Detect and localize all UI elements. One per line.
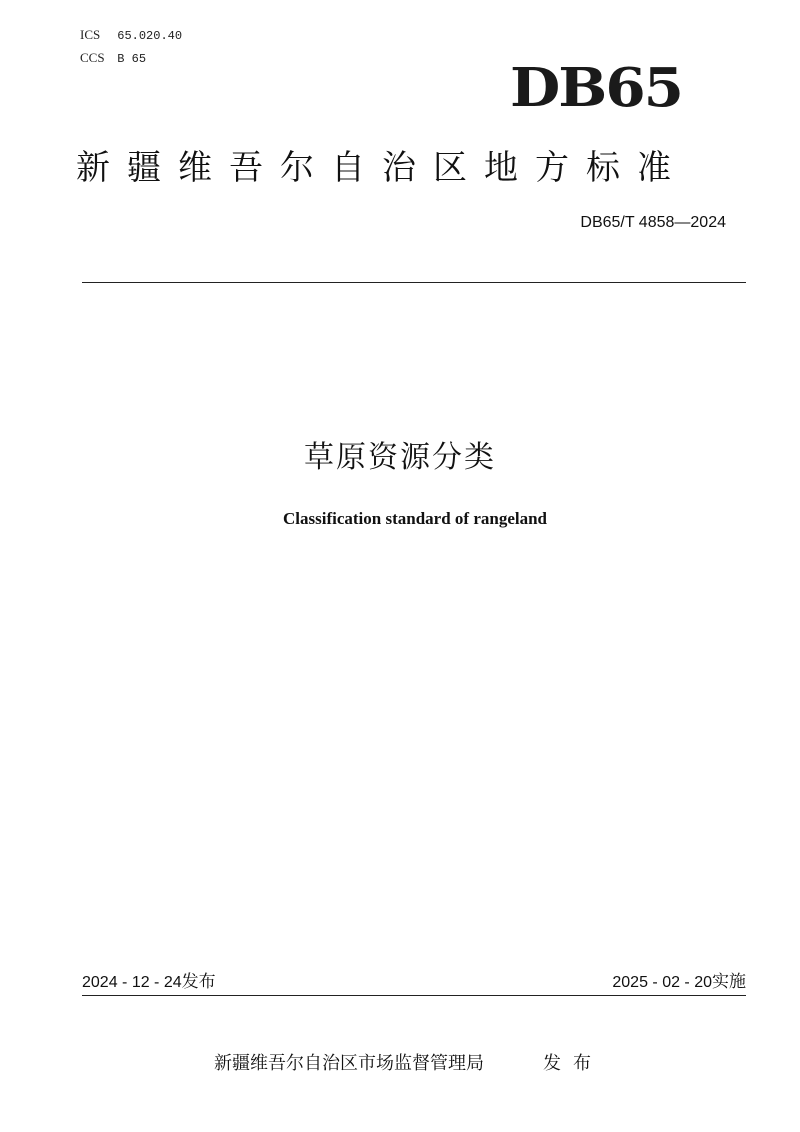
db65-logo: DB65	[510, 56, 683, 119]
standard-type-heading: 新疆维吾尔自治区地方标准	[76, 148, 688, 188]
implementation-date	[612, 971, 746, 994]
issue-date-value: 2024 - 12 - 24	[82, 974, 182, 991]
issue-date	[82, 971, 216, 994]
ccs-value: B 65	[117, 52, 147, 66]
ics-value: 65.020.40	[117, 29, 183, 43]
issue-date-label: 发布	[181, 972, 216, 992]
implementation-date-value: 2025 - 02 - 20	[612, 974, 712, 991]
ics-code	[80, 27, 182, 44]
top-divider	[82, 282, 746, 283]
bottom-divider	[82, 995, 746, 996]
ics-label: ICS	[80, 27, 101, 42]
title-english: Classification standard of rangeland	[283, 509, 547, 528]
issuing-action: 发布	[543, 1053, 603, 1074]
issuing-authority: 新疆维吾尔自治区市场监督管理局	[214, 1053, 484, 1074]
ccs-code	[80, 50, 146, 67]
title-chinese: 草原资源分类	[304, 440, 496, 475]
ccs-label: CCS	[80, 50, 105, 65]
implementation-date-label: 实施	[712, 972, 746, 992]
standard-number: DB65/T 4858—2024	[580, 214, 726, 231]
